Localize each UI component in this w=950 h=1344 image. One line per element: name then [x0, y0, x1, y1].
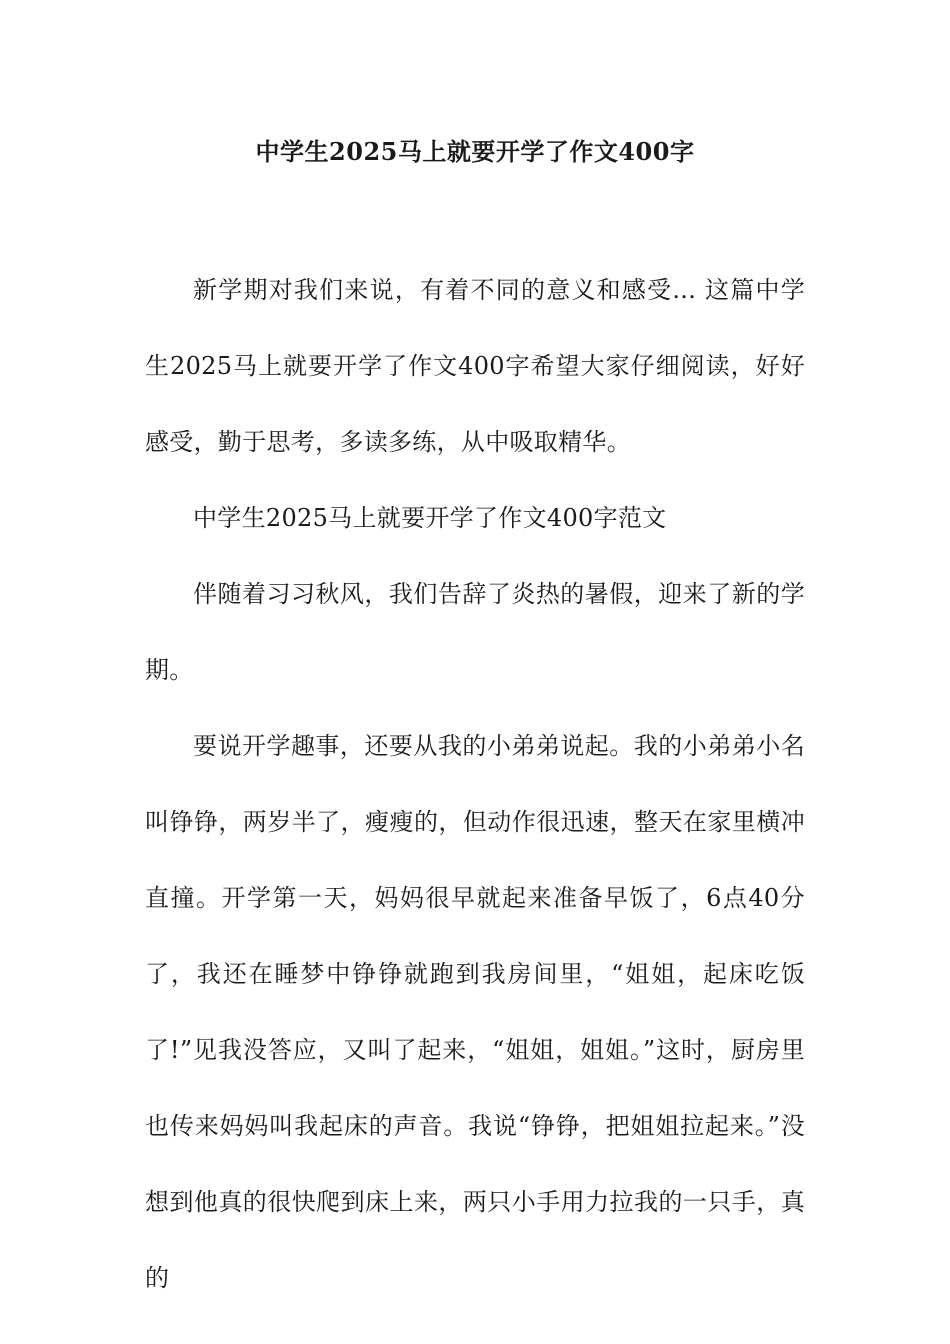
intro-paragraph: 新学期对我们来说，有着不同的意义和感受... 这篇中学生2025马上就要开学了作文400字希望大家仔细阅读，好好感受，勤于思考，多读多练，从中吸取精华。	[145, 276, 805, 456]
document-body	[145, 252, 805, 1316]
essay-subtitle-paragraph: 中学生2025马上就要开学了作文400字范文	[193, 504, 667, 532]
essay-paragraph-1: 伴随着习习秋风，我们告辞了炎热的暑假，迎来了新的学期。	[145, 580, 805, 684]
essay-paragraph-2: 要说开学趣事，还要从我的小弟弟说起。我的小弟弟小名叫铮铮，两岁半了，瘦瘦的，但动作很迅速，整天在家里横冲直撞。开学第一天，妈妈很早就起来准备早饭了，6点40分了，我还在睡梦中铮铮就跑到我房间里，“姐姐，起床吃饭了!”见我没答应，又叫了起来，“姐姐，姐姐。”这时，厨房里也传来妈妈叫我起床的声音。我说“铮铮，把姐姐拉起来。”没想到他真的很快爬到床上来，两只小手用力拉我的一只手，真的	[145, 732, 805, 1292]
document-title: 中学生2025马上就要开学了作文400字	[255, 137, 695, 166]
